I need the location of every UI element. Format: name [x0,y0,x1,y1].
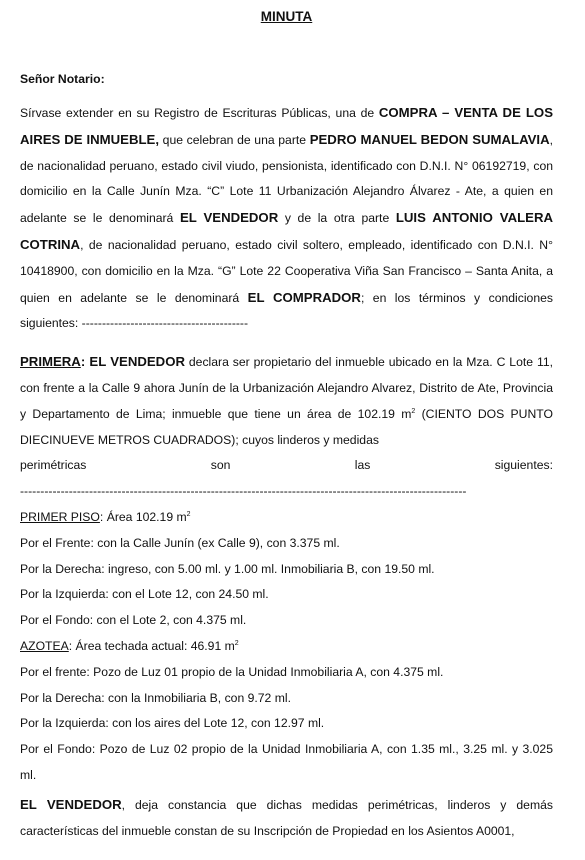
salutation: Señor Notario: [20,72,105,86]
primer-piso-lindero: Por el Fondo: con el Lote 2, con 4.375 ml. [20,613,247,628]
primer-piso-lindero: Por el Frente: con la Calle Junín (ex Calle 9), con 3.375 ml. [20,535,340,550]
primera-word: son [210,458,231,473]
azotea-lindero: Por la Derecha: con la Inmobiliaria B, con 9.72 ml. [20,690,291,705]
azotea-lindero: Por la Izquierda: con los aires del Lote 12, con 12.97 ml. [20,716,325,731]
primera-seller-label: EL VENDEDOR [85,354,185,370]
dash-separator: -------------------------------------------------------------------------------------------------------------- [20,484,467,499]
azotea-label: AZOTEA [20,638,69,653]
seller-label: EL VENDEDOR [179,210,279,226]
seller-name: PEDRO MANUEL BEDON SUMALAVIA [309,131,550,147]
primer-piso-lindero: Por la Derecha: ingreso, con 5.00 ml. y 1.00 ml. Inmobiliaria B, con 19.50 ml. [20,561,435,576]
primera-text-2: (CIENTO DOS PUNTO DIECINUEVE METROS CUADRADOS); cuyos linderos y medidas [20,406,553,447]
final-text: , deja constancia que dichas medidas perimétricas, linderos y demás características del inmueble constan de su Inscripción de Propiedad en los Asientos A0001, [20,797,553,838]
primera-paragraph [20,349,553,453]
primer-piso-sup: 2 [186,510,191,518]
intro-paragraph [20,100,553,337]
primera-text-1: declara ser propietario del inmueble ubicado en la Mza. C Lote 11, con frente a la Calle 9 ahora Junín de la Urbanización Alejandro Alvarez, Distrito de Ate, Provincia y Departamento de Lima; inmueble que tiene un área de 102.19 m [20,355,553,421]
primer-piso-heading [20,505,553,531]
primer-piso-label: PRIMER PISO [20,509,100,524]
azotea-heading [20,634,553,660]
document-title: MINUTA [260,9,313,24]
primera-area-sup: 2 [411,407,416,415]
final-seller-label: EL VENDEDOR [20,796,122,812]
primera-last-line [20,453,553,479]
primera-label: PRIMERA [20,354,81,370]
intro-text-5: , de nacionalidad peruano, estado civil soltero, empleado, identificado con D.N.I. N° 10418900, con domicilio en la Mza. “G” Lote 22 Cooperativa Viña San Francisco – Santa Anita, a quien en adelante se le denominará [20,237,553,305]
buyer-name: LUIS ANTONIO VALERA COTRINA [20,210,553,252]
primera-word: perimétricas [20,458,87,473]
intro-text-1: Sírvase extender en su Registro de Escrituras Públicas, una de [20,106,379,120]
intro-text-3: , de nacionalidad peruano, estado civil viudo, pensionista, identificado con D.N.I. N° 06192719, con domicilio en la Calle Junín Mza. “C” Lote 11 Urbanización Alejandro Álvarez - Ate, a quien en adelante se le denominará [20,132,554,226]
azotea-area: : Área techada actual: 46.91 m [68,638,235,653]
intro-text-6: ; en los términos y condiciones siguientes: ----------------------------------------- [20,290,553,331]
primer-piso-area: : Área 102.19 m [99,509,187,524]
primera-word: siguientes: [494,458,553,473]
azotea-lindero-fondo: Por el Fondo: Pozo de Luz 02 propio de la Unidad Inmobiliaria A, con 1.35 ml., 3.25 ml. y 3.025 ml. [20,742,553,782]
primera-word: las [354,458,371,473]
contract-type: COMPRA – VENTA DE LOS AIRES DE INMUEBLE, [20,105,553,147]
final-paragraph [20,792,553,845]
buyer-label: EL COMPRADOR [247,289,361,305]
intro-text-2: que celebran de una parte [159,132,310,147]
intro-text-4: y de la otra parte [278,211,396,226]
primer-piso-lindero: Por la Izquierda: con el Lote 12, con 24.50 ml. [20,587,269,602]
primera-colon: : [80,354,86,370]
azotea-sup: 2 [234,639,239,647]
azotea-lindero: Por el frente: Pozo de Luz 01 propio de la Unidad Inmobiliaria A, con 4.375 ml. [20,664,444,679]
document-page [20,0,553,844]
